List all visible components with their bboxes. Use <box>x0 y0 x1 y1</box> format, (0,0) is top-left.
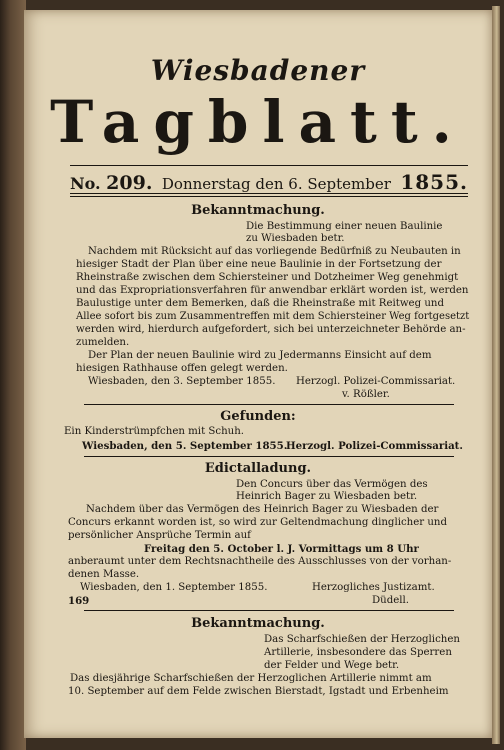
notice3-body-line: anberaumt unter dem Rechtsnachtheile des Ausschlusses von der vorhan- <box>68 556 452 567</box>
notice1-body-line: Der Plan der neuen Baulinie wird zu Jedermanns Einsicht auf dem <box>88 350 432 361</box>
notice1-body-line: hiesiger Stadt der Plan über eine neue Baulinie in der Fortsetzung der <box>76 259 442 270</box>
notice4-body-line: Das diesjährige Scharfschießen der Herzoglichen Artillerie nimmt am <box>70 673 432 684</box>
notice2-place-date: Wiesbaden, den 5. September 1855. <box>82 440 288 452</box>
notice1-body-line: Rheinstraße zwischen dem Schiersteiner und Dotzheimer Weg genehmigt <box>76 272 459 283</box>
notice3-place-date: Wiesbaden, den 1. September 1855. <box>80 582 268 593</box>
notice4-subject-line: Artillerie, insbesondere das Sperren <box>264 647 452 658</box>
notice4-subject-line: der Felder und Wege betr. <box>264 660 400 671</box>
header-rule-bottom <box>70 193 468 194</box>
notice2-authority: Herzogl. Polizei-Commissariat. <box>286 440 463 452</box>
book-binding <box>0 0 26 750</box>
separator-rule <box>84 404 454 405</box>
separator-rule <box>84 456 454 457</box>
notice1-body-line: zumelden. <box>76 337 130 348</box>
notice3-body-line: Nachdem über das Vermögen des Heinrich Bager zu Wiesbaden der <box>86 504 439 515</box>
notice3-signature: Düdell. <box>372 595 410 606</box>
notice4-body-line: 10. September auf dem Felde zwischen Bierstadt, Igstadt und Erbenheim <box>68 686 449 697</box>
header-rule-top <box>70 165 468 166</box>
notice1-body-line: Nachdem mit Rücksicht auf das vorliegende Bedürfniß zu Neubauten in <box>88 246 461 257</box>
notice1-subject-line: zu Wiesbaden betr. <box>246 233 345 244</box>
notice3-subject-line: Heinrich Bager zu Wiesbaden betr. <box>236 491 418 502</box>
notice1-place-date: Wiesbaden, den 3. September 1855. <box>88 376 276 387</box>
notice4-heading: Bekanntmachung. <box>191 616 325 631</box>
notice3-body-line: denen Masse. <box>68 569 140 580</box>
separator-rule <box>84 610 454 611</box>
newspaper-page <box>24 10 492 738</box>
notice3-authority: Herzogliches Justizamt. <box>312 582 435 593</box>
masthead-title: Tagblatt. <box>50 88 466 156</box>
notice1-body-line: Allee sofort bis zum Zusammentreffen mit dem Schiersteiner Weg fortgesetzt <box>76 311 470 322</box>
notice3-subject-line: Den Concurs über das Vermögen des <box>236 479 428 490</box>
notice1-heading: Bekanntmachung. <box>191 203 325 218</box>
notice1-body-line: werden wird, hierdurch aufgefordert, sich bei unterzeichneter Behörde an- <box>76 324 466 335</box>
page-stack-edge <box>492 6 500 744</box>
notice4-subject-line: Das Scharfschießen der Herzoglichen <box>264 634 460 645</box>
notice3-body-line: Concurs erkannt worden ist, so wird zur Geltendmachung dinglicher und <box>68 517 448 528</box>
notice3-body-line: Freitag den 5. October l. J. Vormittags um 8 Uhr <box>144 543 419 555</box>
issue-line <box>70 170 468 194</box>
notice1-subject-line: Die Bestimmung einer neuen Baulinie <box>246 221 443 232</box>
issue-number: No. 209. <box>70 172 153 194</box>
notice2-heading: Gefunden: <box>220 409 296 424</box>
page-number: 169 <box>68 595 90 607</box>
issue-date: Donnerstag den 6. September <box>161 175 391 193</box>
notice1-body-line: hiesigen Rathhause offen gelegt werden. <box>76 363 288 374</box>
notice1-authority: Herzogl. Polizei-Commissariat. <box>296 376 456 387</box>
notice1-body-line: und das Expropriationsverfahren für anwendbar erklärt worden ist, werden <box>76 285 469 296</box>
masthead-line1: Wiesbadener <box>150 54 366 87</box>
notice1-body-line: Baulustige unter dem Bemerken, daß die Rheinstraße mit Reitweg und <box>76 298 444 309</box>
issue-year: 1855. <box>400 170 468 194</box>
header-rule-bottom-2 <box>70 196 468 197</box>
notice2-line: Ein Kinderstrümpfchen mit Schuh. <box>64 426 245 437</box>
notice3-heading: Edictalladung. <box>204 461 312 476</box>
notice3-body-line: persönlicher Ansprüche Termin auf <box>68 530 251 541</box>
notice1-signature: v. Rößler. <box>342 389 390 400</box>
